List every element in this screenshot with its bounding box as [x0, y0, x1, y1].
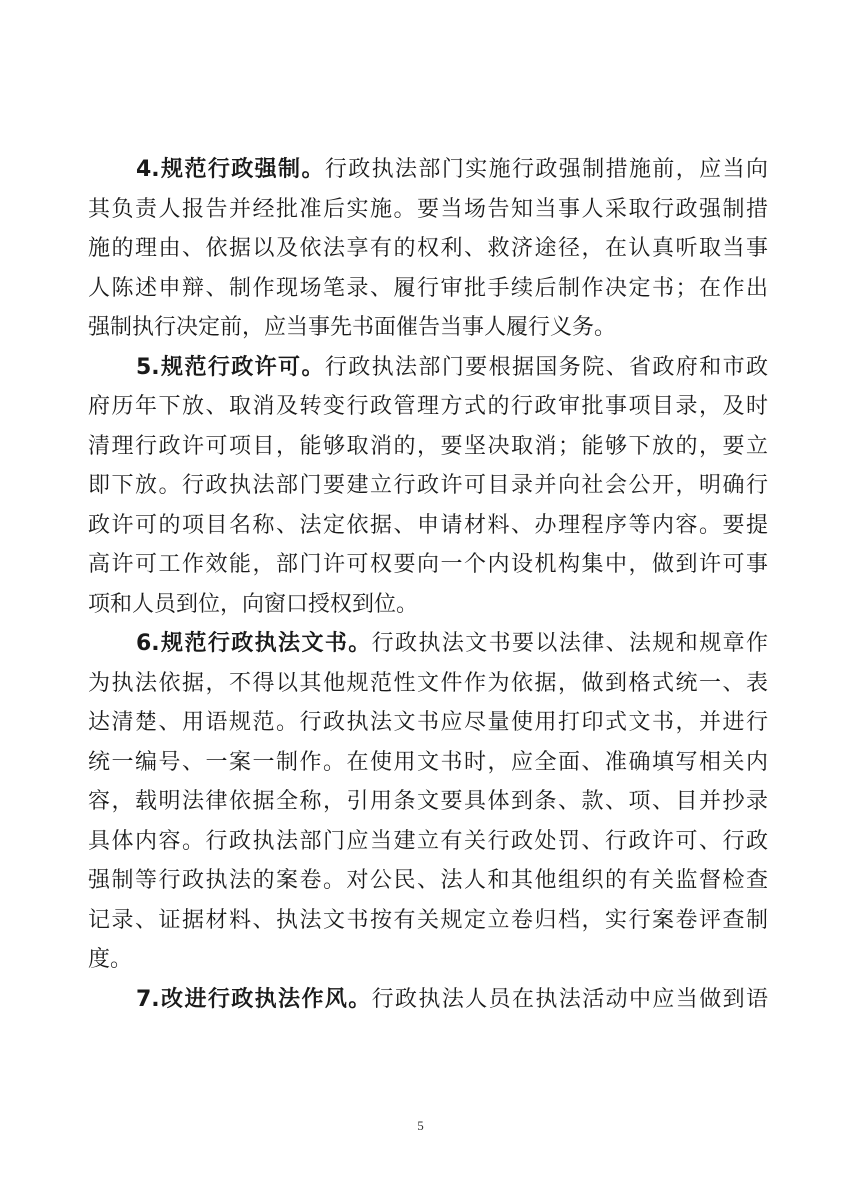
paragraph-5-line-7: 项和人员到位，向窗口授权到位。 [88, 591, 419, 617]
paragraph-7-heading: 7.改进行政执法作风。 [136, 986, 372, 1012]
paragraph-6-line-2: 为执法依据，不得以其他规范性文件作为依据，做到格式统一、表 [88, 670, 768, 696]
paragraph-4-line-5: 强制执行决定前，应当事先书面催告当事人履行义务。 [88, 315, 617, 340]
paragraph-5-line-6: 高许可工作效能，部门许可权要向一个内设机构集中，做到许可事 [88, 552, 768, 577]
paragraph-5-line-5: 政许可的项目名称、法定依据、申请材料、办理程序等内容。要提 [88, 512, 768, 538]
paragraph-5-line-3: 清理行政许可项目，能够取消的，要坚决取消；能够下放的，要立 [88, 433, 768, 459]
paragraph-5-heading: 5.规范行政许可。 [136, 354, 325, 380]
page-number: 5 [417, 1118, 424, 1133]
paragraph-5-text: 行政执法部门要根据国务院、省政府和市政 [324, 354, 768, 380]
paragraph-4-line-2: 其负责人报告并经批准后实施。要当场告知当事人采取行政强制措 [88, 196, 768, 222]
paragraph-5-line-4: 即下放。行政执法部门要建立行政许可目录并向社会公开，明确行 [88, 473, 768, 498]
paragraph-6-heading: 6.规范行政执法文书。 [136, 631, 372, 656]
paragraph-6-text: 行政执法文书要以法律、法规和规章作 [371, 631, 768, 656]
paragraph-4-line-4: 人陈述申辩、制作现场笔录、履行审批手续后制作决定书；在作出 [88, 275, 768, 301]
paragraph-7-text: 行政执法人员在执法活动中应当做到语 [371, 986, 768, 1012]
paragraph-6-line-3: 达清楚、用语规范。行政执法文书应尽量使用打印式文书，并进行 [88, 710, 768, 735]
paragraph-4-line-3: 施的理由、依据以及依法享有的权利、救济途径，在认真听取当事 [88, 236, 768, 261]
paragraph-7-line-1 [88, 980, 768, 1020]
paragraph-6-line-5: 容，载明法律依据全称，引用条文要具体到条、款、项、目并抄录 [88, 789, 768, 814]
paragraph-6-line-9: 度。 [88, 947, 133, 972]
paragraph-5-line-1 [88, 348, 768, 388]
paragraph-6-line-7: 强制等行政执法的案卷。对公民、法人和其他组织的有关监督检查 [88, 868, 768, 893]
body-text [88, 150, 768, 1019]
paragraph-5-line-2: 府历年下放、取消及转变行政管理方式的行政审批事项目录，及时 [88, 394, 768, 419]
paragraph-6-line-1 [88, 624, 768, 664]
paragraph-4-line-1 [88, 150, 768, 190]
paragraph-6-line-4: 统一编号、一案一制作。在使用文书时，应全面、准确填写相关内 [88, 749, 768, 775]
paragraph-4-heading: 4.规范行政强制。 [136, 157, 325, 182]
paragraph-6-line-6: 具体内容。行政执法部门应当建立有关行政处罚、行政许可、行政 [88, 828, 768, 854]
paragraph-4-text: 行政执法部门实施行政强制措施前，应当向 [324, 157, 768, 182]
paragraph-6-line-8: 记录、证据材料、执法文书按有关规定立卷归档，实行案卷评查制 [88, 907, 768, 933]
